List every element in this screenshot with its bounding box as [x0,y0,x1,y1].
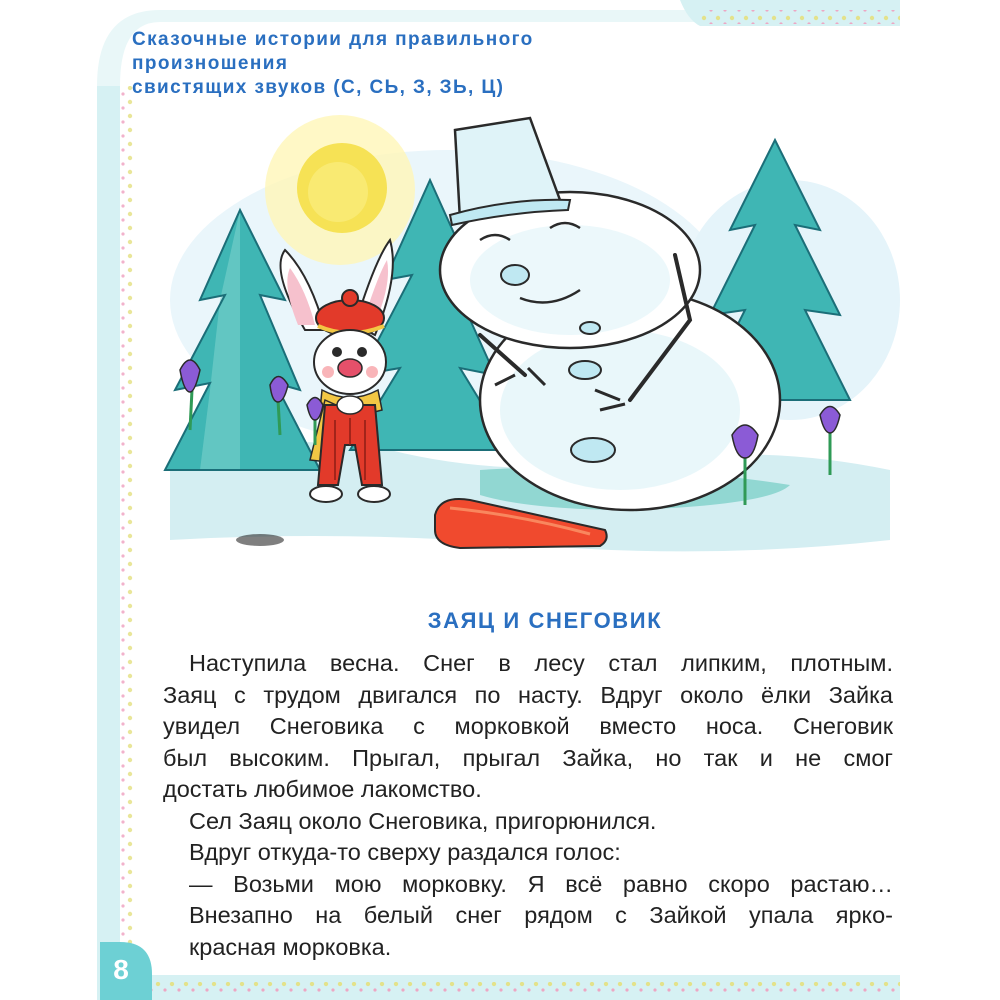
story-title: ЗАЯЦ И СНЕГОВИК [427,608,663,633]
story-illustration [150,100,900,585]
page-number: 8 [113,954,129,985]
page-number-tab [100,942,152,1000]
story-line: красная морковка. [189,933,392,960]
story-line: увидел Снеговика с морковкой вместо носа. Снеговик [163,713,893,739]
story-line: Вдруг откуда-то сверху раздался голос: [189,839,621,865]
story-line: Сел Заяц около Снеговика, пригорюнился. [189,807,657,834]
story-line: — Возьми мою морковку. Я всё равно скоро растаю… [189,870,893,897]
story-line: Заяц с трудом двигался по насту. Вдруг около ёлки Зайка [163,681,893,708]
story-line: Внезапно на белый снег рядом с Зайкой упала ярко- [189,902,893,928]
story-text [163,648,893,963]
header-line-1: Сказочные истории для правильного произношения [132,29,534,74]
header-line-2: свистящих звуков (С, СЬ, З, ЗЬ, Ц) [132,77,505,98]
story-line: был высоким. Прыгал, прыгал Зайка, но так и не смог [163,744,893,771]
story-line: Наступила весна. Снег в лесу стал липким, плотным. [189,650,893,676]
sun-icon [265,115,415,265]
story-line: достать любимое лакомство. [163,776,482,802]
series-header [132,28,692,100]
